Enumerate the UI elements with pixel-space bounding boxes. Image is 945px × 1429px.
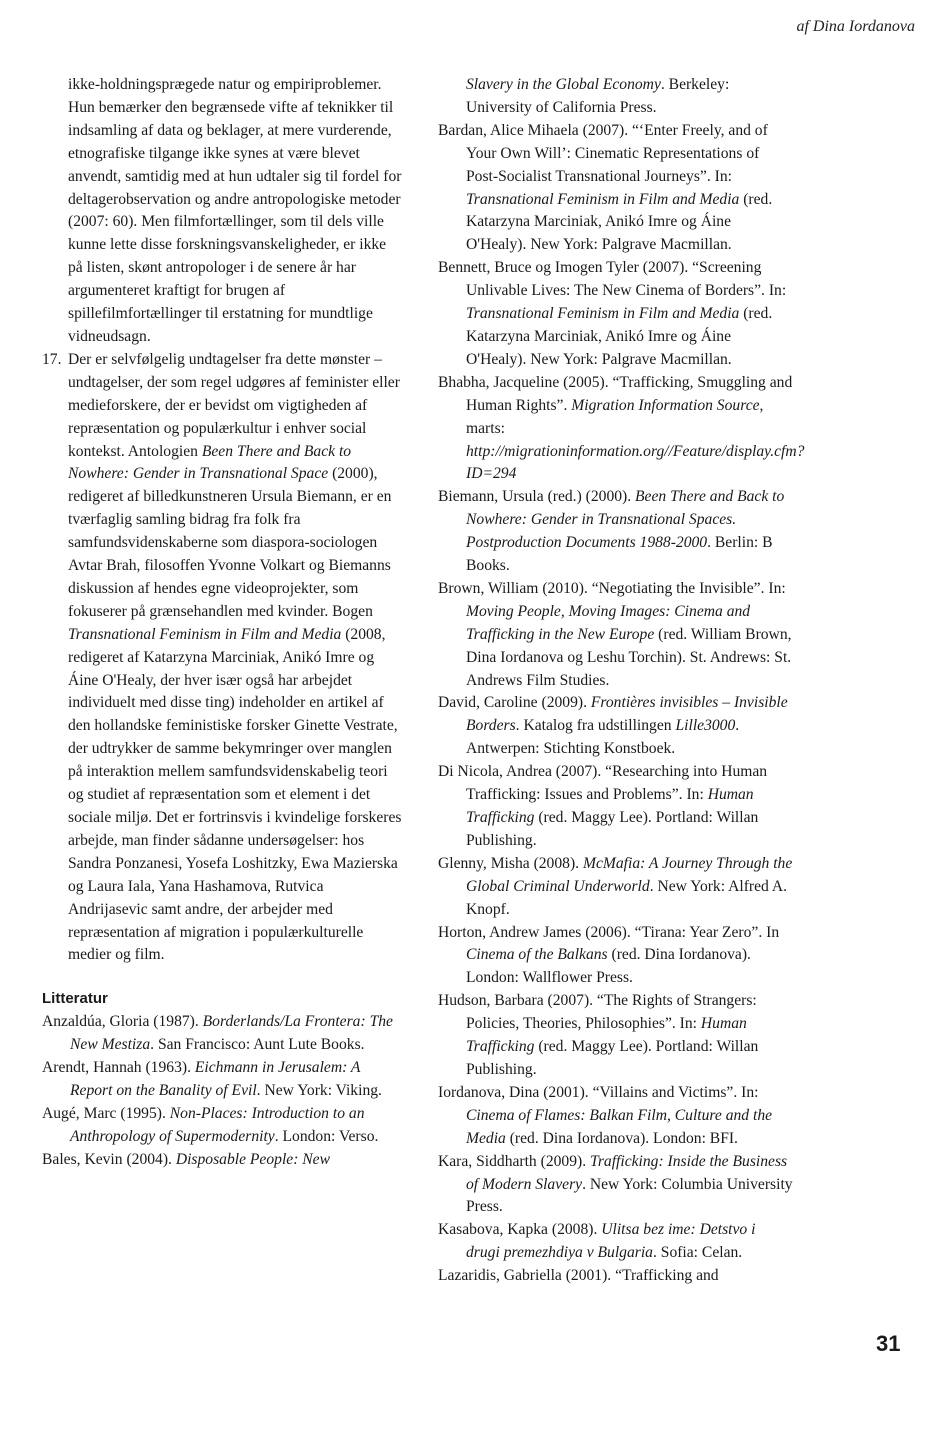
footnote-text: (2000), redigeret af billedkunstneren Ursula Biemann, er en tværfaglig samling bidrag fra folk fra samfundsvidenskaberne som diaspora-sociologen Avtar Brah, filosoffen Yvonne Volkart og Biemanns diskussion af hendes egne videoprojekter, som fokuserer på grænsehandlen med kvinder. Bogen: [68, 465, 392, 620]
literature-heading: Litteratur: [42, 990, 108, 1008]
reference-entry: [438, 692, 793, 761]
ref-title: Moving People, Moving Images: Cinema and Trafficking in the New Europe: [466, 602, 751, 643]
ref-publisher: . New York: Columbia University Press.: [466, 1175, 793, 1216]
ref-author: Kasabova, Kapka (2008).: [438, 1221, 602, 1239]
reference-entry: [438, 372, 805, 487]
footnote-text: (2008, redigeret af Katarzyna Marciniak, Anikó Imre og Áine O'Healy, der hver især også har arbejdet individuelt med disse ting) indeholder en artikel af den hollandske feministiske forsker Ginette Vestrate, der udtrykker de samme bekymringer over manglen på interaktion mellem samfundsvidenskabelig teori og studiet af repræsentation som et element i det sociale miljø. Det er fortrinsvis i kvindelige forskeres arbejde, man finder sådanne undersøgelser: hos Sandra Ponzanesi, Yosefa Loshitzky, Ewa Mazierska og Laura Iala, Yana Hashamova, Rutvica Andrijasevic samt andre, der arbejder med repræsentation af migration i populærkulturelle medier og film.: [68, 625, 402, 964]
ref-publisher: . London: Verso.: [274, 1127, 379, 1145]
ref-publisher: . New York: Viking.: [256, 1081, 382, 1099]
ref-publisher: (red. Dina Iordanova). London: Wallflower Press.: [466, 946, 751, 987]
ref-publisher: . San Francisco: Aunt Lute Books.: [150, 1036, 365, 1054]
reference-entry: [438, 990, 793, 1082]
ref-publisher: . Berlin: B Books.: [466, 534, 773, 575]
ref-publisher: . Katalog fra udstillingen: [515, 717, 676, 735]
ref-author: Hudson, Barbara (2007). “The Rights of Strangers: Policies, Theories, Philosophies”. In:: [438, 992, 757, 1033]
ref-publisher: (red. Katarzyna Marciniak, Anikó Imre og Áine O'Healy). New York: Palgrave Macmillan.: [466, 190, 773, 254]
ref-author: Kara, Siddharth (2009).: [438, 1152, 591, 1170]
ref-publisher: . Antwerpen: Stichting Konstboek.: [466, 717, 740, 758]
reference-entry: [42, 1149, 404, 1172]
reference-entry: [42, 1057, 404, 1103]
ref-title: Migration Information Source: [571, 396, 760, 414]
footnote-16-continuation: ikke-holdningsprægede natur og empiriproblemer. Hun bemærker den begrænsede vifte af teknikker til indsamling af data og beklager, at mere vurderende, etnografiske tilgange ikke synes at være blevet anvendt, samtidig med at hun udtaler sig til fordel for deltagerobservation og andre antropologiske metoder (2007: 60). Men filmfortællinger, som til dels ville kunne lette disse forskningsvanskeligheder, er ikke på listen, skønt antropologer i de senere år har argumenteret kraftigt for brugen af spillefilmfortællinger til erstatning for mundtlige vidneudsagn.: [68, 76, 402, 345]
ref-author: Bardan, Alice Mihaela (2007). “‘Enter Freely, and of Your Own Will’: Cinematic Representations of Post-Socialist Transnational Journeys”. In:: [438, 121, 768, 185]
reference-entry: [438, 761, 793, 853]
reference-entry: [438, 578, 793, 693]
reference-entry: [438, 1151, 793, 1220]
page-number: 31: [876, 1331, 901, 1356]
ref-title: Cinema of Flames: Balkan Film, Culture and the Media: [466, 1106, 773, 1147]
left-column: [42, 74, 404, 1172]
ref-author: Bales, Kevin (2004).: [42, 1150, 176, 1168]
footnote-number: 17.: [42, 350, 62, 368]
reference-entry: [438, 1265, 793, 1288]
ref-author: Augé, Marc (1995).: [42, 1104, 170, 1122]
ref-publisher: . New York: Alfred A. Knopf.: [466, 877, 787, 918]
ref-author: Brown, William (2010). “Negotiating the Invisible”. In:: [438, 579, 786, 597]
ref-publisher: , marts:: [466, 396, 764, 437]
ref-url: http://migrationinformation.org//Feature/display.cfm?ID=294: [466, 442, 805, 483]
ref-publisher: (red. Maggy Lee). Portland: Willan Publishing.: [466, 1038, 759, 1078]
ref-title: Human Trafficking: [466, 1015, 747, 1056]
right-column: [438, 74, 805, 1288]
reference-entry: [438, 486, 793, 578]
ref-publisher: (red. Maggy Lee). Portland: Willan Publishing.: [466, 809, 759, 849]
ref-title: Been There and Back to Nowhere: Gender in Transnational Spaces. Postproduction Documents 1988-2000: [466, 488, 785, 552]
reference-entry: [42, 1103, 404, 1149]
ref-title: Borderlands/La Frontera: The New Mestiza: [70, 1013, 393, 1054]
reference-entry: [438, 1219, 793, 1265]
ref-author: Iordanova, Dina (2001). “Villains and Victims”. In:: [438, 1083, 759, 1101]
reference-continuation: [438, 74, 793, 120]
reference-entry: [438, 257, 793, 372]
ref-publisher: (red. Dina Iordanova). London: BFI.: [505, 1129, 738, 1147]
footnote-text: Der er selvfølgelig undtagelser fra dette mønster – undtagelser, der som regel udgøres af feminister eller medieforskere, der er bevidst om vigtigheden af repræsentation og populærkultur i enhver social kontekst. Antologien: [68, 350, 400, 460]
running-head: af Dina Iordanova: [796, 18, 915, 35]
ref-author: Arendt, Hannah (1963).: [42, 1059, 195, 1077]
ref-author: Di Nicola, Andrea (2007). “Researching into Human Trafficking: Issues and Problems”. In:: [438, 763, 768, 804]
ref-publisher: . Berkeley: University of California Press.: [466, 76, 730, 116]
ref-title: Frontières invisibles – Invisible Borders: [466, 694, 788, 735]
ref-title: Slavery in the Global Economy: [466, 76, 661, 93]
ref-author: Bhabha, Jacqueline (2005). “Trafficking, Smuggling and Human Rights”.: [438, 373, 793, 414]
ref-author: Biemann, Ursula (red.) (2000).: [438, 488, 636, 506]
ref-author: Glenny, Misha (2008).: [438, 854, 583, 872]
ref-author: David, Caroline (2009).: [438, 694, 591, 712]
reference-entry: [438, 120, 793, 257]
ref-author: Bennett, Bruce og Imogen Tyler (2007). “Screening Unlivable Lives: The New Cinema of Borders”. In:: [438, 259, 787, 300]
reference-entry: [438, 853, 793, 922]
book-title: Been There and Back to Nowhere: Gender in Transnational Space: [68, 442, 352, 483]
ref-author: Anzaldúa, Gloria (1987).: [42, 1013, 203, 1031]
ref-publisher: . Sofia: Celan.: [652, 1244, 743, 1262]
ref-title: Cinema of the Balkans: [466, 946, 608, 964]
ref-title: Non-Places: Introduction to an Anthropology of Supermodernity: [70, 1104, 365, 1145]
ref-title: McMafia: A Journey Through the Global Criminal Underworld: [466, 854, 793, 895]
ref-author: Horton, Andrew James (2006). “Tirana: Year Zero”. In: [438, 923, 780, 941]
reference-entry: [438, 1082, 793, 1151]
reference-entry: [438, 922, 793, 991]
ref-author: Lazaridis, Gabriella (2001). “Trafficking and: [438, 1267, 719, 1285]
footnote-17: [42, 349, 404, 967]
book-title: Transnational Feminism in Film and Media: [68, 625, 342, 643]
ref-title: Human Trafficking: [466, 786, 754, 826]
references-left: [42, 1011, 404, 1171]
ref-publisher: (red. William Brown, Dina Iordanova og Leshu Torchin). St. Andrews: St. Andrews Film Studies.: [466, 625, 792, 689]
ref-title: Disposable People: New: [175, 1150, 331, 1168]
ref-title: Trafficking: Inside the Business of Modern Slavery: [466, 1152, 788, 1193]
reference-entry: [42, 1011, 404, 1057]
ref-title: Eichmann in Jerusalem: A Report on the Banality of Evil: [70, 1059, 361, 1099]
ref-title: Transnational Feminism in Film and Media: [466, 305, 740, 323]
ref-publisher: (red. Katarzyna Marciniak, Anikó Imre og Áine O'Healy). New York: Palgrave Macmillan.: [466, 305, 773, 368]
ref-title: Lille3000: [675, 717, 736, 735]
ref-title: Transnational Feminism in Film and Media: [466, 190, 740, 208]
ref-title: Ulitsa bez ime: Detstvo i drugi premezhdiya v Bulgaria: [466, 1221, 756, 1262]
